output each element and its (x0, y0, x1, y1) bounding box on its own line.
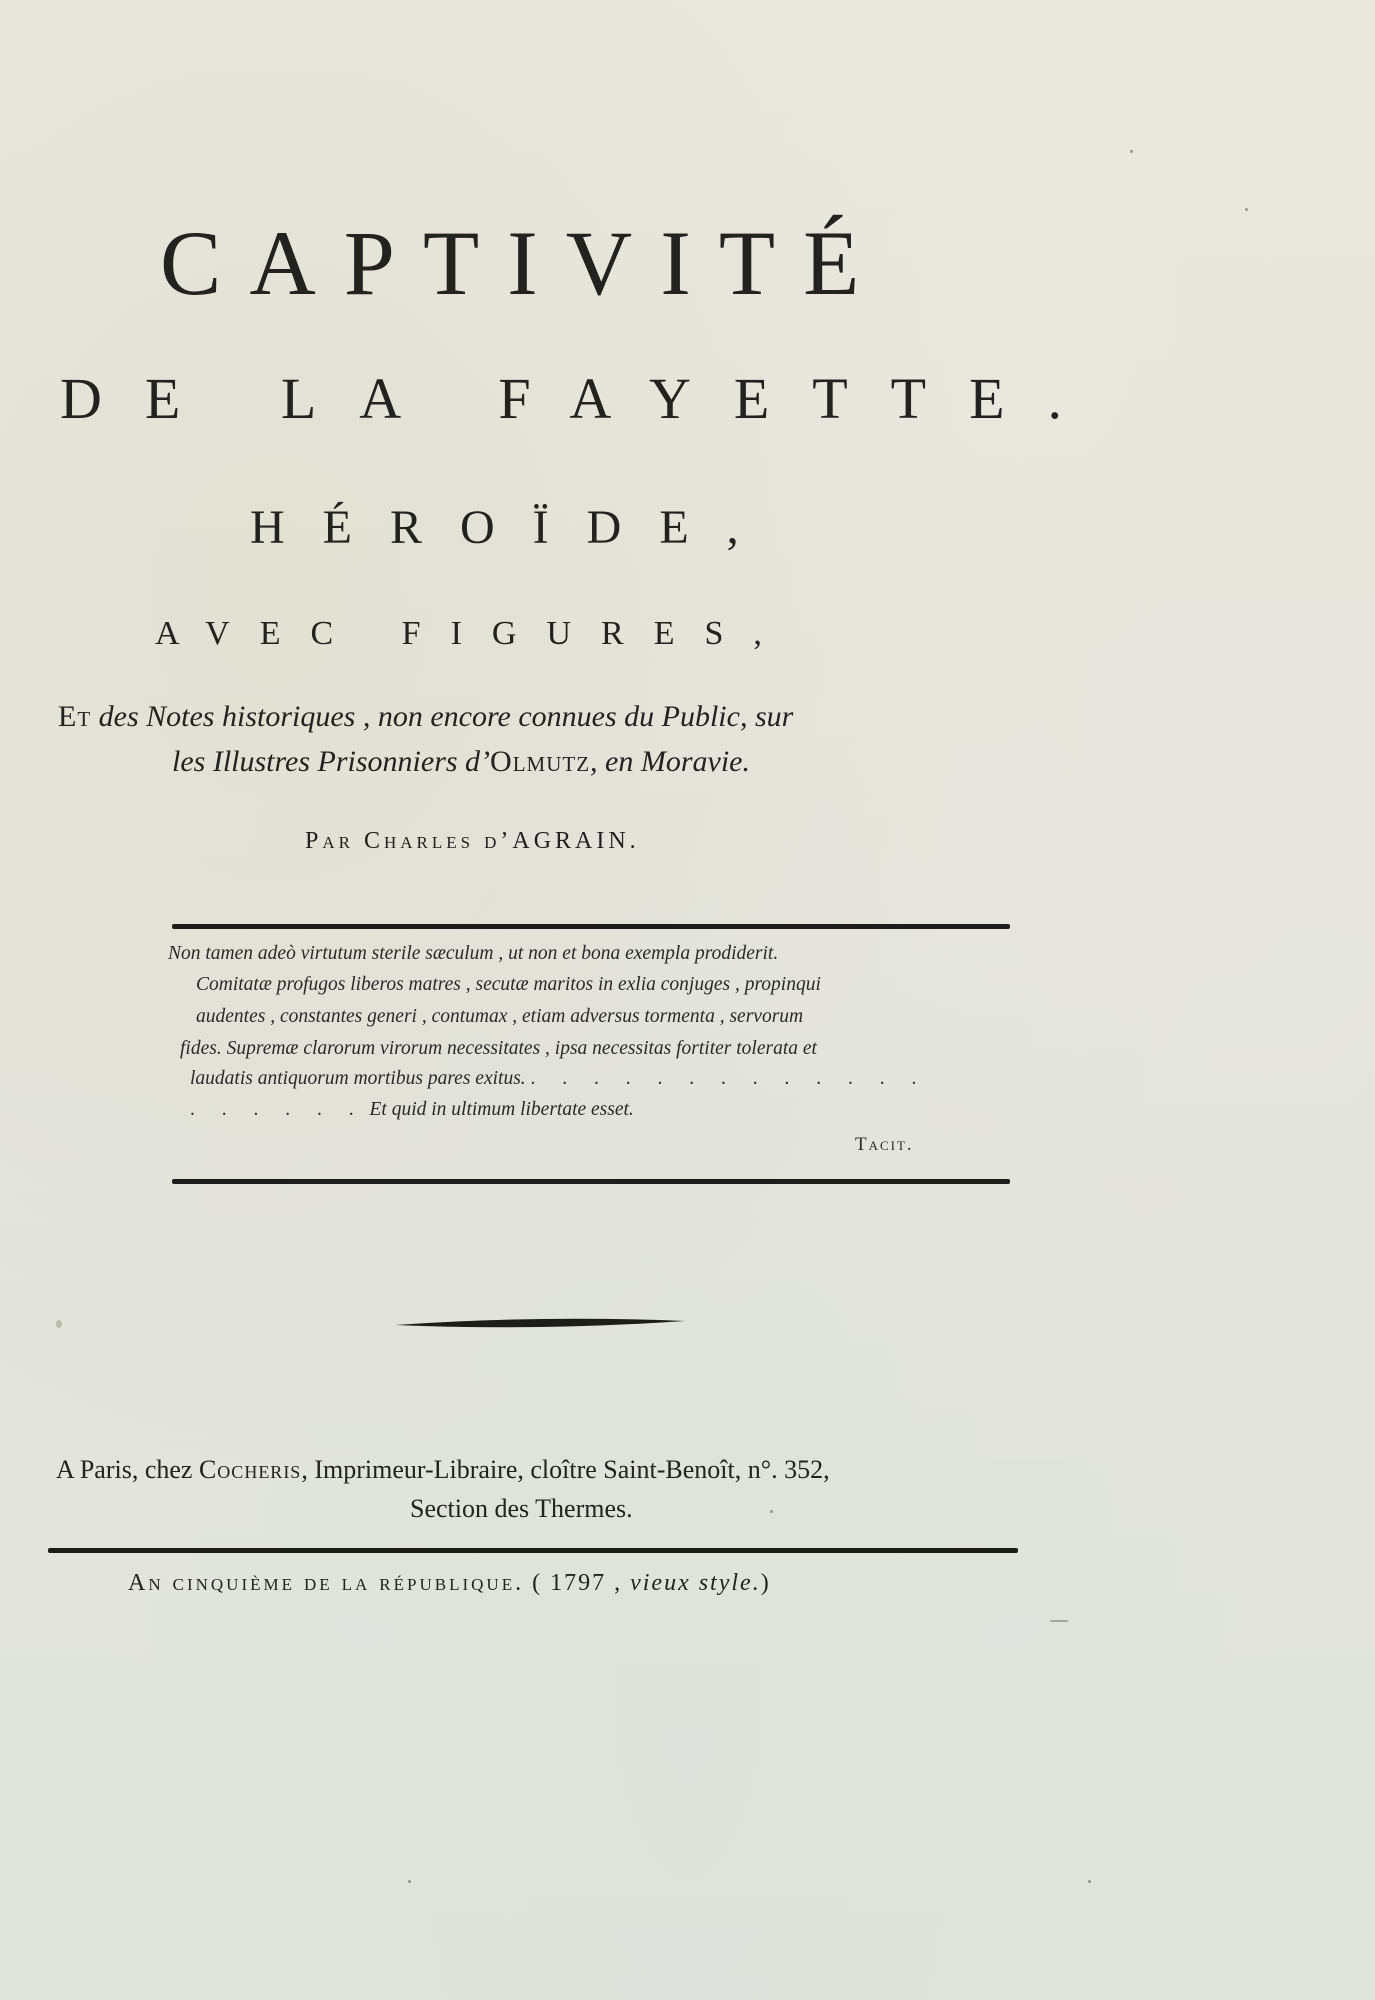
imprint-publisher: Cocheris (198, 1455, 302, 1484)
subtitle-line-2 (172, 745, 750, 779)
epigraph-line-6 (190, 1099, 634, 1121)
imprint-address: , Imprimeur-Libraire, cloître Saint-Benoît, n°. 352, (301, 1455, 830, 1484)
paper-stain (56, 1320, 62, 1328)
date-line (128, 1570, 771, 1597)
epigraph-line-6-text: Et quid in ultimum libertate esset. (369, 1099, 634, 1120)
date-style: vieux style. (630, 1570, 761, 1596)
epigraph-line-1: Non tamen adeò virtutum sterile sæculum , ut non et bona exempla prodiderit. (168, 943, 779, 964)
title-heroide: HÉROÏDE, (250, 501, 777, 554)
title-de-la-fayette: DE LA FAYETTE. (60, 366, 1106, 431)
date-close: ) (760, 1570, 771, 1596)
paper-speck (1130, 150, 1133, 153)
epigraph-line-5-text: laudatis antiquorum mortibus pares exitus. (190, 1068, 526, 1089)
epigraph-attribution: Tacit. (855, 1134, 914, 1155)
epigraph-leading-dots: . . . . . . (190, 1099, 365, 1120)
imprint-rule (48, 1548, 1018, 1553)
paper-speck (1245, 208, 1248, 211)
epigraph-line-4: fides. Supremæ clarorum virorum necessitates , ipsa necessitas fortiter tolerata et (180, 1038, 817, 1059)
epigraph-bottom-rule (172, 1179, 1010, 1184)
subtitle-et: Et (58, 700, 92, 733)
epigraph-top-rule (172, 924, 1010, 929)
subtitle-line-2-suffix: , en Moravie. (590, 745, 750, 778)
imprint-city: A Paris, chez (56, 1455, 199, 1484)
imprint-line-1 (56, 1455, 830, 1485)
paper-speck (770, 1510, 773, 1513)
subtitle-place-olmutz: Olmutz (490, 745, 591, 778)
paper-mark (1050, 1620, 1068, 1622)
epigraph-ellipsis-dots: . . . . . . . . . . . . . (530, 1068, 928, 1089)
paper-speck (1088, 1880, 1091, 1883)
date-year: ( 1797 , (532, 1570, 623, 1596)
title-avec-figures: AVEC FIGURES, (155, 615, 792, 652)
subtitle-line-2-prefix: les Illustres Prisonniers d’ (172, 745, 491, 778)
paper-speck (408, 1880, 411, 1883)
epigraph-line-5 (190, 1068, 927, 1090)
epigraph-line-3: audentes , constantes generi , contumax , etiam adversus tormenta , servorum (196, 1006, 804, 1027)
printers-ornament-icon (395, 1316, 685, 1330)
subtitle-line-1 (58, 700, 793, 734)
subtitle-line-1-text: des Notes historiques , non encore connues du Public, sur (91, 700, 794, 733)
date-label: An cinquième de la république. (128, 1570, 525, 1596)
title-captivite: CAPTIVITÉ (160, 212, 888, 314)
author-line: Par Charles d’AGRAIN. (305, 828, 640, 854)
imprint-line-2: Section des Thermes. (410, 1494, 633, 1523)
epigraph-line-2: Comitatæ profugos liberos matres , secutæ maritos in exlia conjuges , propinqui (196, 974, 821, 995)
